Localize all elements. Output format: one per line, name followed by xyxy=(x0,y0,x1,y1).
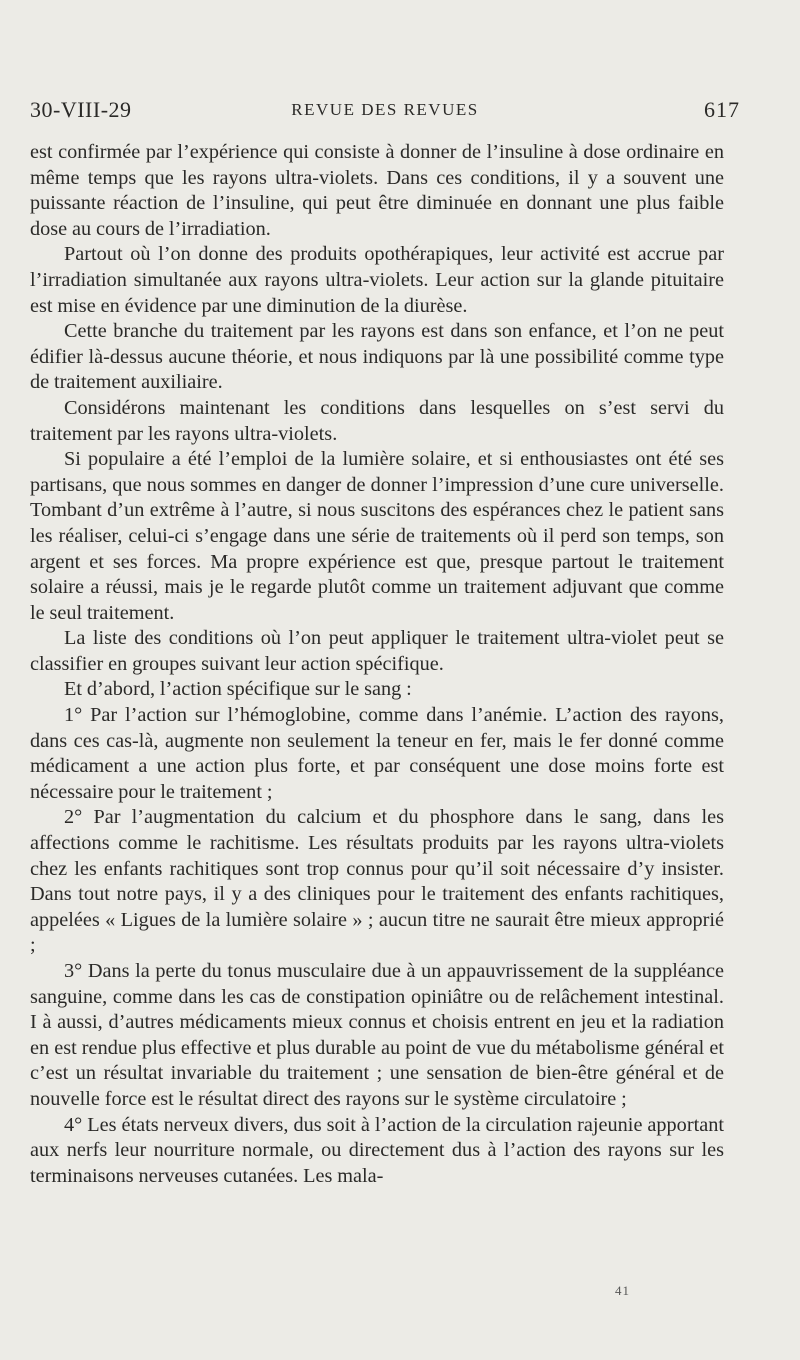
list-item-paragraph: 4° Les états nerveux divers, dus soit à l’action de la circulation rajeunie apportant aux nerfs leur nourriture normale, ou directement dus à l’action des rayons sur les terminaisons nerveuses cutanées. Les mala- xyxy=(30,1113,724,1187)
journal-title: REVUE DES REVUES xyxy=(291,100,479,119)
body-paragraph: Cette branche du traitement par les rayons est dans son enfance, et l’on ne peut édifier là-dessus aucune théorie, et nous indiquons par là une possibilité comme type de traitement auxiliaire. xyxy=(30,320,724,394)
header-date: 30-VIII-29 xyxy=(30,97,132,122)
body-paragraph: La liste des conditions où l’on peut appliquer le traitement ultra-violet peut se classifier en groupes suivant leur action spécifique. xyxy=(30,627,724,675)
list-item-paragraph: 3° Dans la perte du tonus musculaire due à un appauvrissement de la suppléance sanguine, comme dans les cas de constipation opiniâtre ou de relâchement intestinal. I à aussi, d’autres médicaments mieux connus et choisis entrent en jeu et la radiation en est rendue plus effective et plus durable au point de vue du métabolisme général et c’est un résultat invariable du traitement ; une sensation de bien-être général et de nouvelle force est le résultat direct des rayons sur le système circulatoire ; xyxy=(30,960,724,1110)
list-item-paragraph: 2° Par l’augmentation du calcium et du phosphore dans le sang, dans les affections comme le rachitisme. Les résultats produits par les rayons ultra-violets chez les enfants rachitiques sont trop connus pour qu’il soit nécessaire d’y insister. Dans tout notre pays, il y a des cliniques pour le traitement des enfants rachitiques, appelées « Ligues de la lumière solaire » ; aucun titre ne saurait être mieux approprié ; xyxy=(30,806,724,957)
body-paragraph: Si populaire a été l’emploi de la lumière solaire, et si enthousiastes ont été ses partisans, que nous sommes en danger de donner l’impression d’une cure universelle. Tombant d’un extrême à l’autre, si nous suscitons des espérances chez le patient sans les réaliser, celui-ci s’engage dans une série de traitements où il perd son temps, son argent et ses forces. Ma propre expérience est que, presque partout le traitement solaire a réussi, mais je le regarde plutôt comme un traitement adjuvant que comme le seul traitement. xyxy=(30,448,724,624)
article-body xyxy=(30,140,724,1189)
printer-signature: 41 xyxy=(615,1283,630,1298)
running-header xyxy=(30,98,740,122)
body-paragraph: Considérons maintenant les conditions dans lesquelles on s’est servi du traitement par les rayons ultra-violets. xyxy=(30,396,724,445)
body-paragraph: Et d’abord, l’action spécifique sur le sang : xyxy=(64,678,412,701)
body-paragraph: est confirmée par l’expérience qui consiste à donner de l’insuline à dose ordinaire en même temps que les rayons ultra-violets. Dans ces conditions, il y a souvent une puissante réaction de l’insuline, qui peut être diminuée en donnant une plus faible dose au cours de l’irradiation. xyxy=(30,141,724,240)
page-number: 617 xyxy=(704,97,740,122)
body-paragraph: Partout où l’on donne des produits opothérapiques, leur activité est accrue par l’irradiation simultanée aux rayons ultra-violets. Leur action sur la glande pituitaire est mise en évidence par une diminution de la diurèse. xyxy=(30,243,724,317)
list-item-paragraph: 1° Par l’action sur l’hémoglobine, comme dans l’anémie. L’action des rayons, dans ces cas-là, augmente non seulement la teneur en fer, mais le fer donné comme médicament a une action plus forte, et par conséquent une dose moins forte est nécessaire pour le traitement ; xyxy=(30,704,724,803)
